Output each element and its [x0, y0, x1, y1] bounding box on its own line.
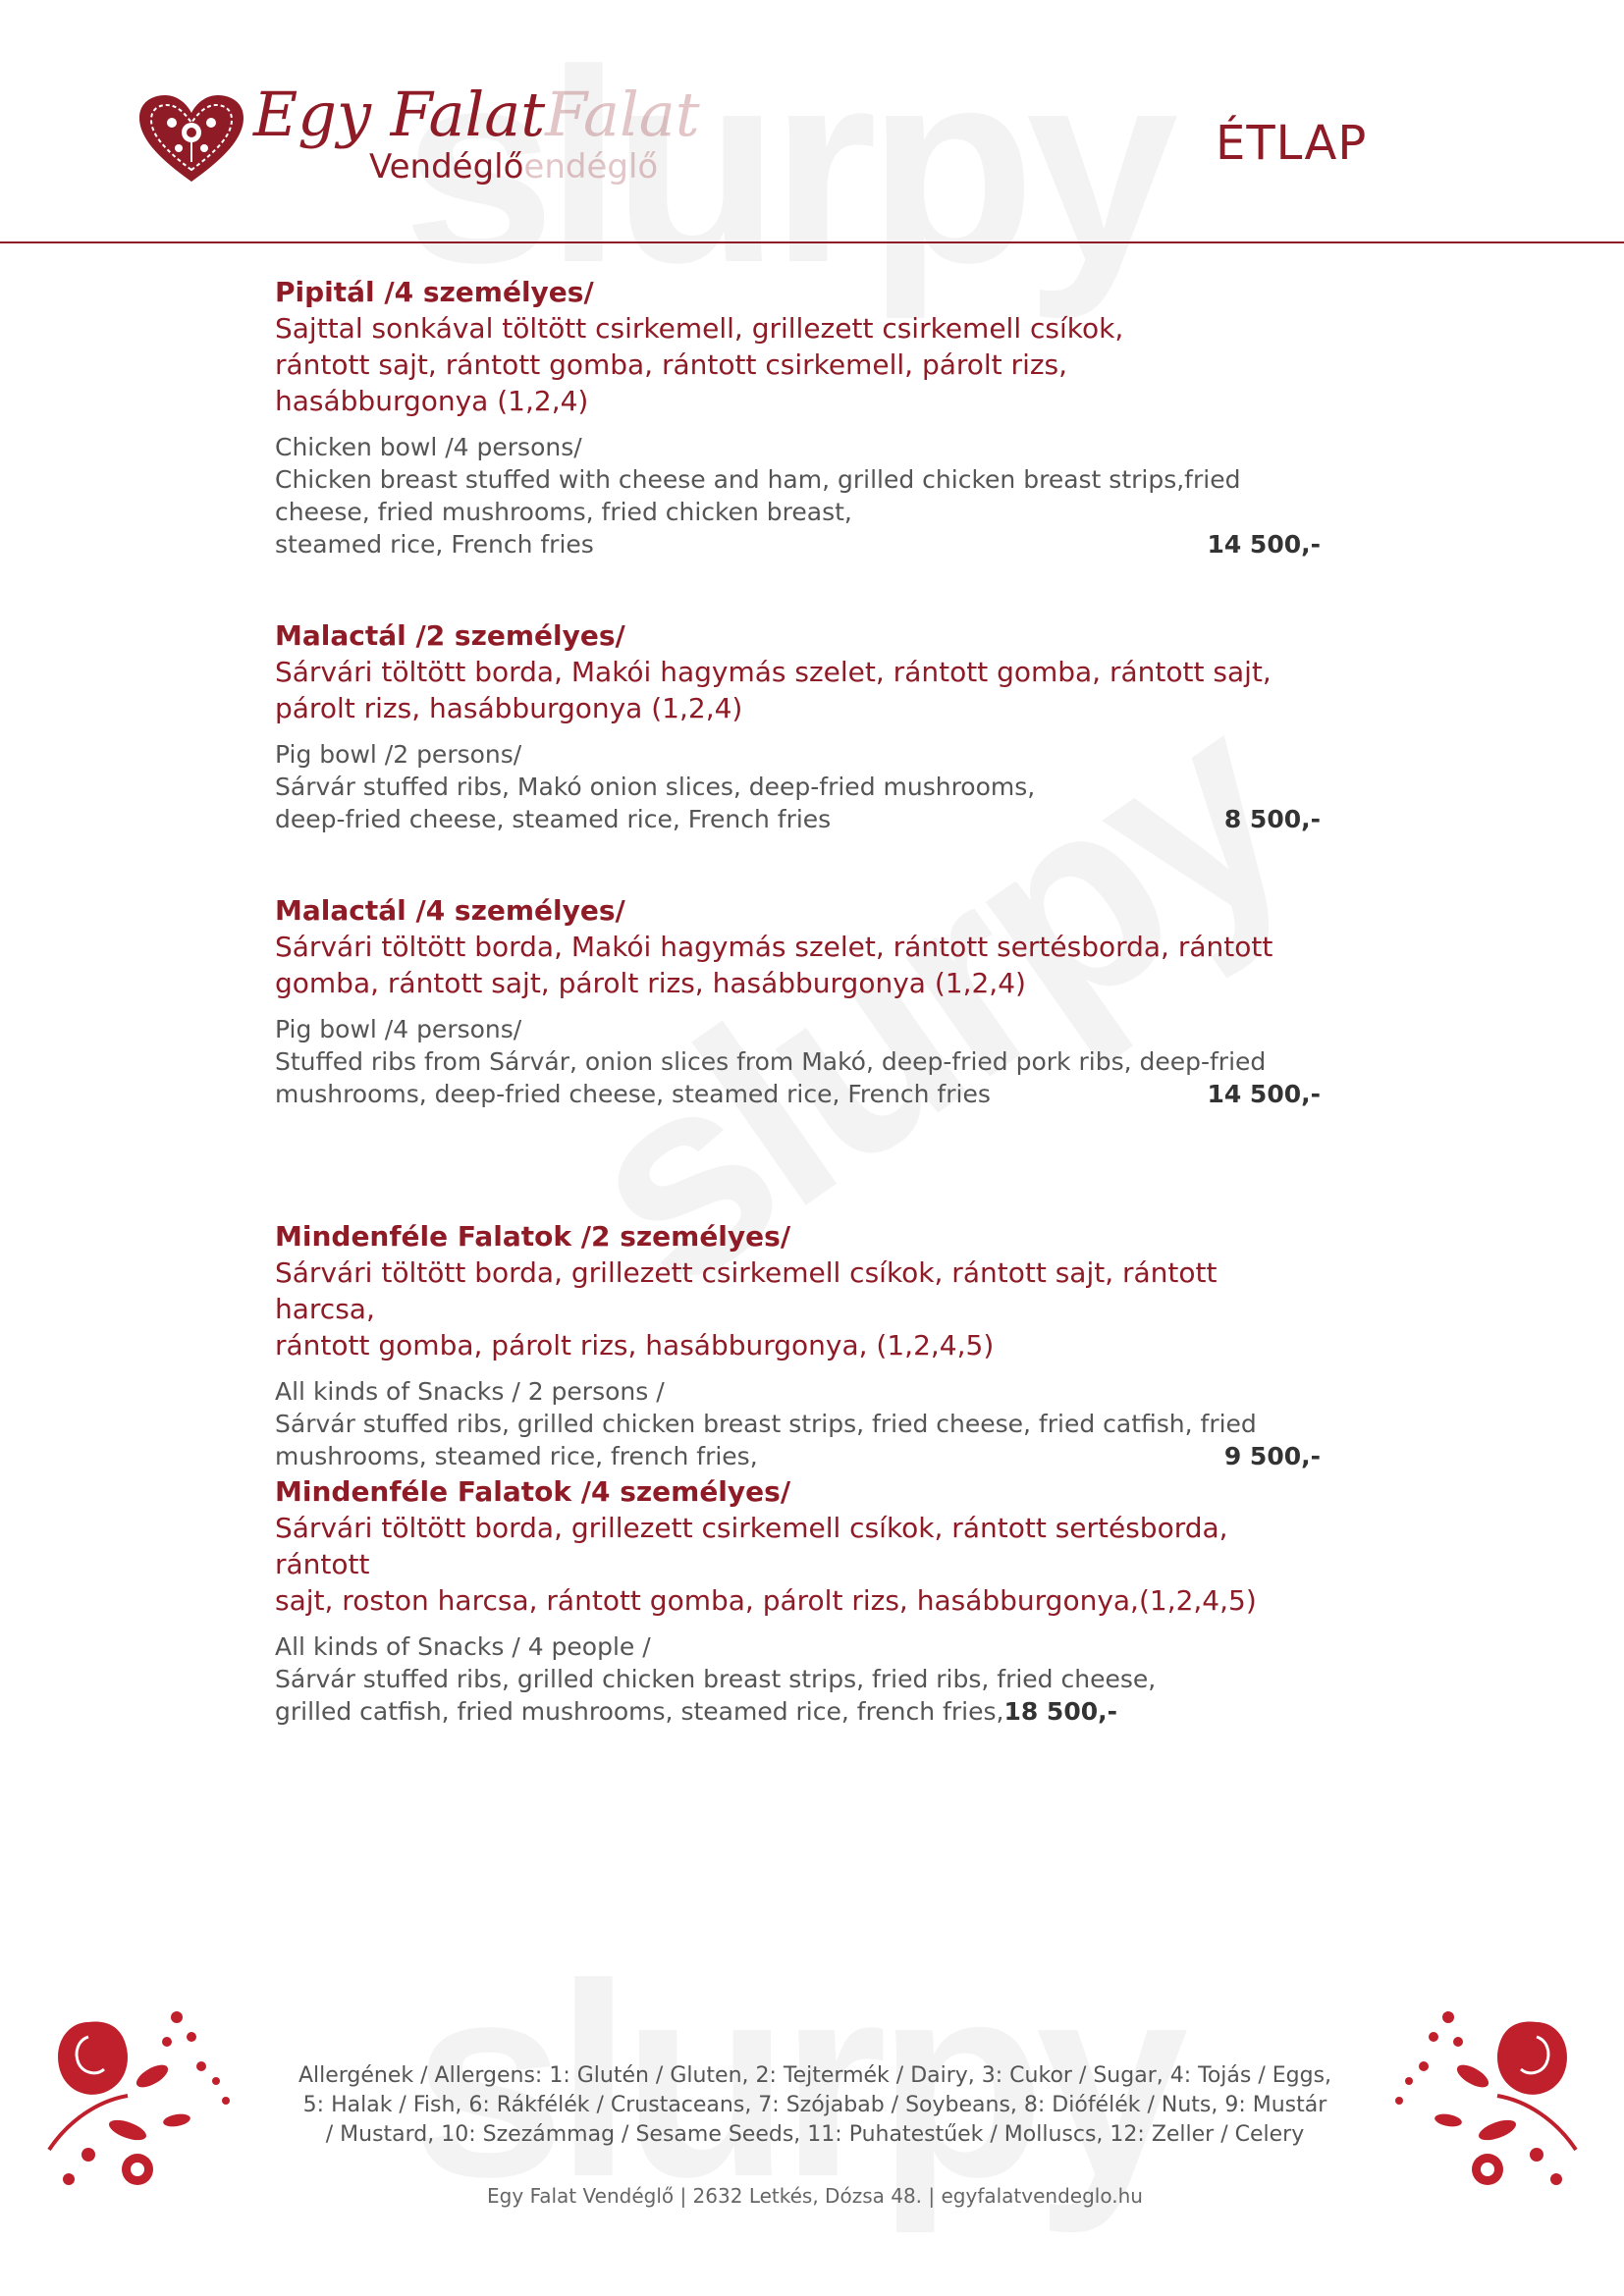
menu-item-mindenfele-2 [275, 1219, 1321, 1472]
item-description-hu: Sajttal sonkával töltött csirkemell, grillezett csirkemell csíkok, rántott sajt, rántott gomba, rántott csirkemell, párolt rizs, hasábburgonya (1,2,4) [275, 312, 1124, 417]
embroidered-heart-icon [137, 93, 245, 187]
item-title-hu: Mindenféle Falatok /4 személyes/ [275, 1475, 791, 1508]
item-price: 14 500,- [1207, 1080, 1321, 1108]
item-description-hu: Sárvári töltött borda, grillezett csirkemell csíkok, rántott sajt, rántott harcsa, rántott gomba, párolt rizs, hasábburgonya, (1,2,4,5) [275, 1256, 1218, 1362]
logo-title-ghost: Falat [545, 79, 700, 150]
logo-subtitle: Vendéglőendéglő [369, 147, 659, 187]
item-description-en: Pig bowl /4 persons/ Stuffed ribs from Sárvár, onion slices from Makó, deep-fried pork ribs, deep-fried mushrooms, deep-fried cheese, steamed rice, French fries 14 500,- [275, 1015, 1321, 1108]
menu-item-mindenfele-4 [275, 1474, 1321, 1728]
item-description-hu: Sárvári töltött borda, grillezett csirkemell csíkok, rántott sertésborda, rántott sajt, roston harcsa, rántott gomba, párolt rizs, hasábburgonya,(1,2,4,5) [275, 1512, 1257, 1617]
header-divider [0, 241, 1624, 243]
item-title-hu: Malactál /4 személyes/ [275, 894, 625, 927]
item-price: 8 500,- [1223, 805, 1321, 833]
menu-item-pipital-4 [275, 275, 1321, 561]
item-title-hu: Mindenféle Falatok /2 személyes/ [275, 1220, 791, 1253]
item-price: 14 500,- [1207, 530, 1321, 559]
item-description-en: All kinds of Snacks / 2 persons / Sárvár stuffed ribs, grilled chicken breast strips, fried cheese, fried catfish, fried mushrooms, steamed rice, french fries, 9 500,- [275, 1377, 1321, 1470]
item-description-en: Chicken bowl /4 persons/ Chicken breast stuffed with cheese and ham, grilled chicken breast strips,fried cheese, fried mushrooms, fried chicken breast, steamed rice, French fries 14 500,- [275, 433, 1321, 559]
item-price: 18 500,- [1003, 1697, 1117, 1726]
menu-item-malactal-2 [275, 618, 1321, 835]
item-description-en: All kinds of Snacks / 4 people / Sárvár stuffed ribs, grilled chicken breast strips, fried ribs, fried cheese, grilled catfish, fried mushrooms, steamed rice, french fries,18 500,- [275, 1632, 1157, 1726]
page-header [0, 0, 1624, 245]
logo-title: Egy FalatFalat [253, 79, 700, 150]
item-title-hu: Malactál /2 személyes/ [275, 619, 625, 652]
item-description-en: Pig bowl /2 persons/ Sárvár stuffed ribs, Makó onion slices, deep-fried mushrooms, deep-fried cheese, steamed rice, French fries 8 500,- [275, 740, 1321, 833]
menu-item-malactal-4 [275, 893, 1321, 1110]
folk-flower-icon [1380, 1983, 1596, 2199]
item-price: 9 500,- [1223, 1442, 1321, 1470]
footer-address: Egy Falat Vendéglő | 2632 Letkés, Dózsa 48. | egyfalatvendeglo.hu [487, 2184, 1143, 2208]
logo-subtitle-ghost: endéglő [523, 147, 659, 187]
page-title: ÉTLAP [1216, 116, 1368, 171]
allergens-legend: Allergének / Allergens: 1: Glutén / Gluten, 2: Tejtermék / Dairy, 3: Cukor / Sugar, 4: Tojás / Eggs, 5: Halak / Fish, 6: Rákfélék / Crustaceans, 7: Szójabab / Soybeans, 8: Diófélék / Nuts, 9: Mustár / Mustard, 10: Szezámmag / Sesame Seeds, 11: Puhatestűek / Molluscs, 12: Zeller / Celery [298, 2063, 1332, 2147]
item-description-hu: Sárvári töltött borda, Makói hagymás szelet, rántott sertésborda, rántott gomba, rántott sajt, párolt rizs, hasábburgonya (1,2,4) [275, 931, 1273, 999]
item-title-hu: Pipitál /4 személyes/ [275, 276, 594, 308]
folk-flower-icon [29, 1983, 245, 2199]
item-description-hu: Sárvári töltött borda, Makói hagymás szelet, rántott gomba, rántott sajt, párolt rizs, hasábburgonya (1,2,4) [275, 656, 1272, 724]
